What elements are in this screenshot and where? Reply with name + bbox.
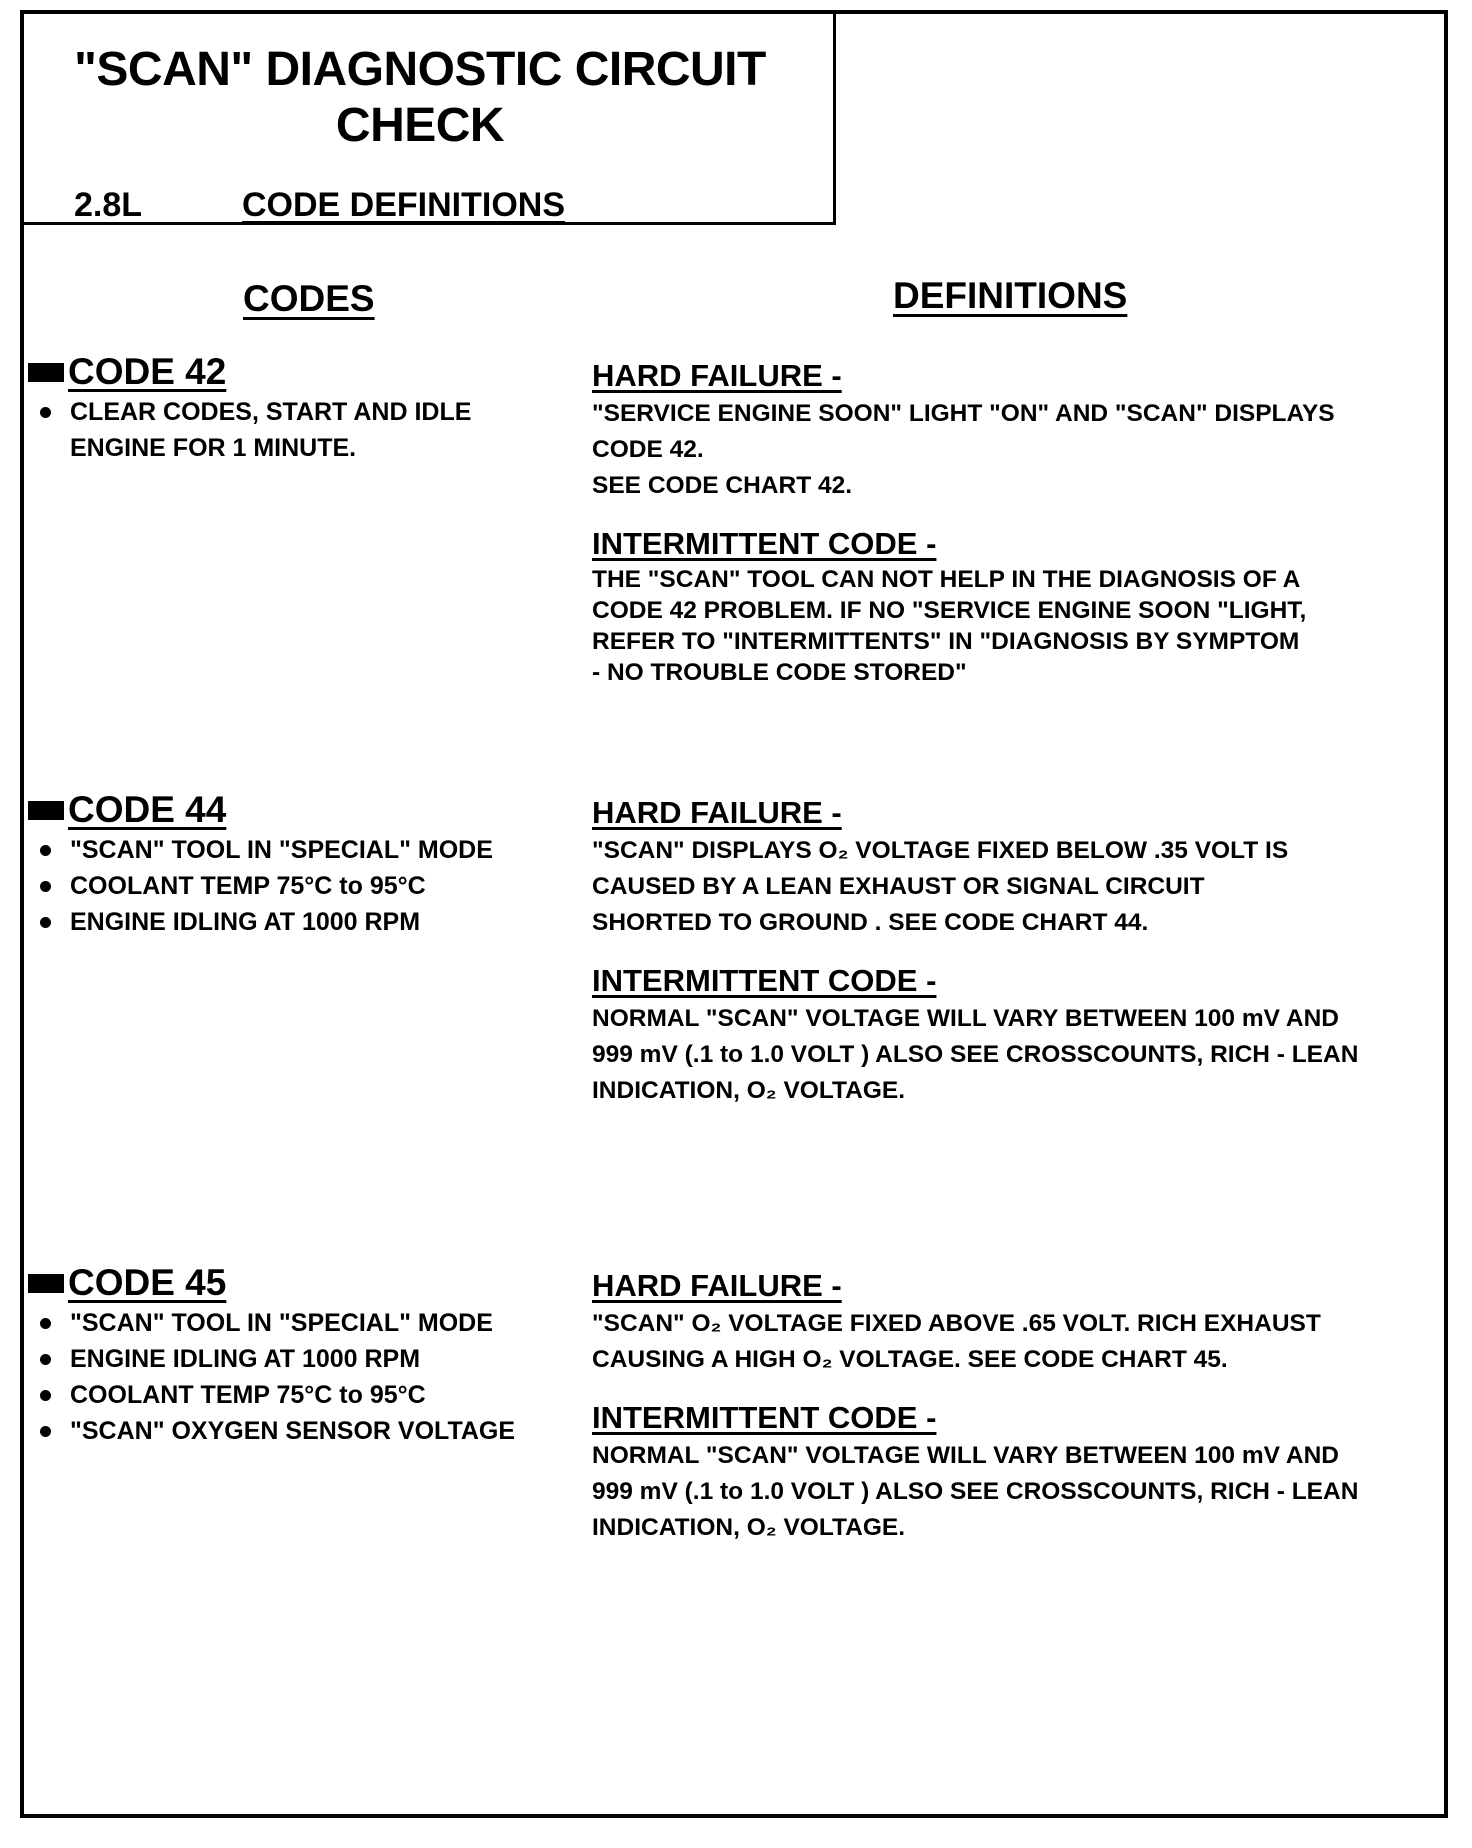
square-bullet-icon xyxy=(28,363,64,382)
intermittent-label: INTERMITTENT CODE - xyxy=(592,526,937,561)
bullet-icon xyxy=(40,1426,51,1437)
hard-failure-text: "SCAN" DISPLAYS O₂ VOLTAGE FIXED BELOW .35 VOLT IS CAUSED BY A LEAN EXHAUST OR SIGNAL CIRCUIT SHORTED TO GROUND . SEE CODE CHART 44. xyxy=(592,837,1289,936)
condition-item: ENGINE IDLING AT 1000 RPM xyxy=(28,1341,568,1377)
code-45-definitions xyxy=(592,1266,1422,1546)
definitions-column-header: DEFINITIONS xyxy=(893,275,1128,316)
code-42-block xyxy=(28,352,568,466)
code-45-block xyxy=(28,1263,568,1449)
code-title: CODE 45 xyxy=(68,1262,227,1303)
hard-failure-label: HARD FAILURE - xyxy=(592,1268,842,1303)
condition-item: ENGINE FOR 1 MINUTE. xyxy=(70,434,357,462)
condition-item: COOLANT TEMP 75°C to 95°C xyxy=(28,868,568,904)
bullet-icon xyxy=(40,1390,51,1401)
square-bullet-icon xyxy=(28,1274,64,1293)
intermittent-text: NORMAL "SCAN" VOLTAGE WILL VARY BETWEEN 100 mV AND 999 mV (.1 to 1.0 VOLT ) ALSO SEE CROSSCOUNTS, RICH - LEAN INDICATION, O₂ VOLTAGE. xyxy=(592,1005,1359,1104)
intermittent-label: INTERMITTENT CODE - xyxy=(592,1400,937,1435)
condition-item: "SCAN" OXYGEN SENSOR VOLTAGE xyxy=(28,1413,568,1449)
bullet-icon xyxy=(40,1318,51,1329)
code-42-definitions xyxy=(592,356,1422,688)
engine-label: 2.8L xyxy=(74,186,143,224)
code-title: CODE 44 xyxy=(68,789,227,830)
codes-column-header: CODES xyxy=(243,278,375,319)
intermittent-text: NORMAL "SCAN" VOLTAGE WILL VARY BETWEEN 100 mV AND 999 mV (.1 to 1.0 VOLT ) ALSO SEE CROSSCOUNTS, RICH - LEAN INDICATION, O₂ VOLTAGE. xyxy=(592,1442,1359,1541)
condition-item: "SCAN" TOOL IN "SPECIAL" MODE xyxy=(28,1305,568,1341)
bullet-icon xyxy=(40,1354,51,1365)
hard-failure-label: HARD FAILURE - xyxy=(592,358,842,393)
condition-item: "SCAN" TOOL IN "SPECIAL" MODE xyxy=(28,832,568,868)
bullet-icon xyxy=(40,845,51,856)
bullet-icon xyxy=(40,407,51,418)
condition-item: ENGINE IDLING AT 1000 RPM xyxy=(28,904,568,940)
code-44-block xyxy=(28,790,568,940)
condition-item: COOLANT TEMP 75°C to 95°C xyxy=(28,1377,568,1413)
bullet-icon xyxy=(40,881,51,892)
intermittent-text: THE "SCAN" TOOL CAN NOT HELP IN THE DIAGNOSIS OF A CODE 42 PROBLEM. IF NO "SERVICE ENGINE SOON "LIGHT, REFER TO "INTERMITTENTS" IN "DIAGNOSIS BY SYMPTOM - NO TROUBLE CODE STORED" xyxy=(592,566,1307,686)
code-title: CODE 42 xyxy=(68,351,227,392)
section-title: CODE DEFINITIONS xyxy=(242,186,566,224)
hard-failure-label: HARD FAILURE - xyxy=(592,795,842,830)
code-44-definitions xyxy=(592,793,1422,1109)
intermittent-label: INTERMITTENT CODE - xyxy=(592,963,937,998)
bullet-icon xyxy=(40,917,51,928)
square-bullet-icon xyxy=(28,801,64,820)
hard-failure-text: "SCAN" O₂ VOLTAGE FIXED ABOVE .65 VOLT. RICH EXHAUST CAUSING A HIGH O₂ VOLTAGE. SEE CODE CHART 45. xyxy=(592,1310,1321,1373)
condition-item: CLEAR CODES, START AND IDLE xyxy=(28,394,568,430)
hard-failure-text: "SERVICE ENGINE SOON" LIGHT "ON" AND "SCAN" DISPLAYS CODE 42. SEE CODE CHART 42. xyxy=(592,400,1335,499)
page-title: "SCAN" DIAGNOSTIC CIRCUIT CHECK xyxy=(74,43,766,152)
